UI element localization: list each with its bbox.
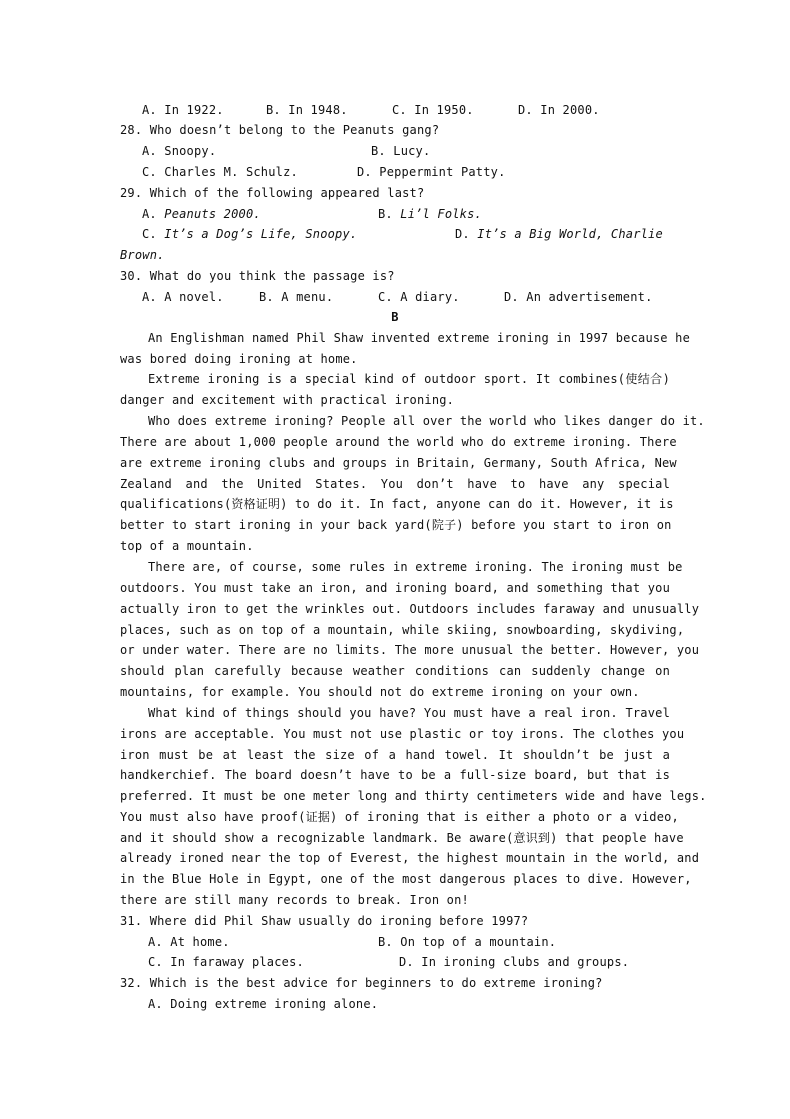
passage-line: preferred. It must be one meter long and thirty centimeters wide and have legs.: [120, 789, 707, 803]
passage-line: outdoors. You must take an iron, and ironing board, and something that you: [120, 581, 670, 595]
q27-option-c: C. In 1950.: [392, 103, 474, 117]
q27-option-a: A. In 1922.: [142, 103, 224, 117]
q28-option-d: D. Peppermint Patty.: [357, 165, 506, 179]
q28-option-a: A. Snoopy.: [142, 144, 217, 158]
passage-line: already ironed near the top of Everest, the highest mountain in the world, and: [120, 851, 700, 865]
q29-option-b: B. Li’l Folks.: [378, 207, 482, 221]
passage-line: There are, of course, some rules in extreme ironing. The ironing must be: [148, 560, 683, 574]
q29-option-c: C. It’s a Dog’s Life, Snoopy.: [142, 227, 358, 241]
q30-option-a: A. A novel.: [142, 290, 224, 304]
passage-line: there are still many records to break. Iron on!: [120, 893, 469, 907]
q29-option-d: D. It’s a Big World, Charlie: [455, 227, 663, 241]
passage-line: Who does extreme ironing? People all over the world who likes danger do it.: [148, 414, 705, 428]
section-heading: B: [391, 310, 399, 324]
passage-line: in the Blue Hole in Egypt, one of the most dangerous places to dive. However,: [120, 872, 692, 886]
passage-line: danger and excitement with practical ironing.: [120, 393, 455, 407]
q29-option-a: A. Peanuts 2000.: [142, 207, 261, 221]
passage-line: or under water. There are no limits. The more unusual the better. However, you: [120, 643, 700, 657]
q32-stem: 32. Which is the best advice for beginners to do extreme ironing?: [120, 976, 603, 990]
passage-line: top of a mountain.: [120, 539, 254, 553]
q31-option-a: A. At home.: [148, 935, 230, 949]
passage-line: There are about 1,000 people around the world who do extreme ironing. There: [120, 435, 677, 449]
q31-option-d: D. In ironing clubs and groups.: [399, 955, 630, 969]
passage-line: iron must be at least the size of a hand towel. It shouldn’t be just a: [120, 748, 670, 762]
q30-option-b: B. A menu.: [259, 290, 334, 304]
q28-stem: 28. Who doesn’t belong to the Peanuts gang?: [120, 123, 440, 137]
q32-option-a: A. Doing extreme ironing alone.: [148, 997, 379, 1011]
passage-line: places, such as on top of a mountain, while skiing, snowboarding, skydiving,: [120, 623, 685, 637]
passage-line: An Englishman named Phil Shaw invented extreme ironing in 1997 because he: [148, 331, 690, 345]
passage-line: Extreme ironing is a special kind of outdoor sport. It combines(使结合): [148, 372, 670, 386]
q27-option-d: D. In 2000.: [518, 103, 600, 117]
q27-option-b: B. In 1948.: [266, 103, 348, 117]
passage-line: You must also have proof(证据) of ironing that is either a photo or a video,: [120, 810, 679, 824]
q29-option-d-continued: Brown.: [120, 248, 165, 262]
passage-line: irons are acceptable. You must not use plastic or toy irons. The clothes you: [120, 727, 685, 741]
passage-line: Zealand and the United States. You don’t have to have any special: [120, 477, 670, 491]
q31-option-c: C. In faraway places.: [148, 955, 304, 969]
q28-option-c: C. Charles M. Schulz.: [142, 165, 298, 179]
q31-option-b: B. On top of a mountain.: [378, 935, 557, 949]
q30-stem: 30. What do you think the passage is?: [120, 269, 395, 283]
passage-line: qualifications(资格证明) to do it. In fact, anyone can do it. However, it is: [120, 497, 674, 511]
q28-option-b: B. Lucy.: [371, 144, 431, 158]
passage-line: handkerchief. The board doesn’t have to be a full-size board, but that is: [120, 768, 670, 782]
passage-line: should plan carefully because weather conditions can suddenly change on: [120, 664, 670, 678]
passage-line: mountains, for example. You should not do extreme ironing on your own.: [120, 685, 640, 699]
passage-line: and it should show a recognizable landmark. Be aware(意识到) that people have: [120, 831, 684, 845]
q30-option-d: D. An advertisement.: [504, 290, 653, 304]
q30-option-c: C. A diary.: [378, 290, 460, 304]
q31-stem: 31. Where did Phil Shaw usually do ironing before 1997?: [120, 914, 529, 928]
q29-stem: 29. Which of the following appeared last?: [120, 186, 425, 200]
passage-line: was bored doing ironing at home.: [120, 352, 358, 366]
passage-line: better to start ironing in your back yard(院子) before you start to iron on: [120, 518, 672, 532]
passage-line: What kind of things should you have? You must have a real iron. Travel: [148, 706, 670, 720]
passage-line: are extreme ironing clubs and groups in Britain, Germany, South Africa, New: [120, 456, 677, 470]
passage-line: actually iron to get the wrinkles out. Outdoors includes faraway and unusually: [120, 602, 700, 616]
